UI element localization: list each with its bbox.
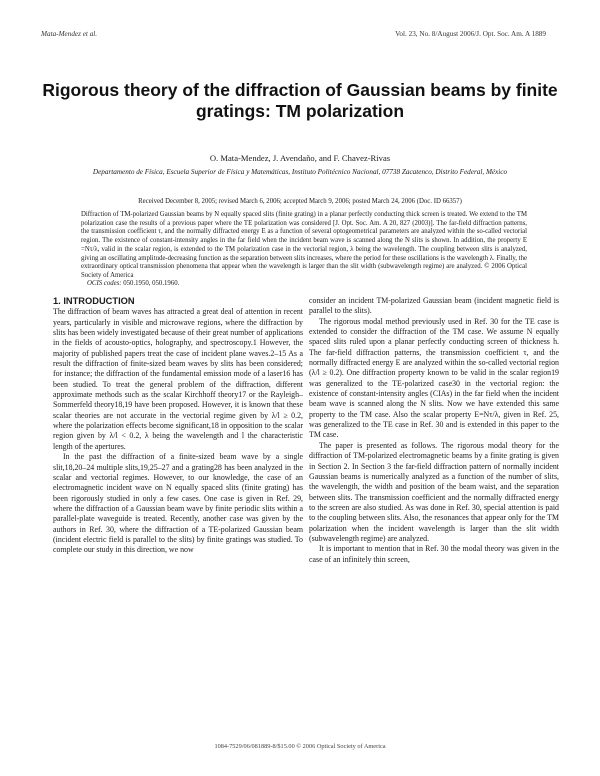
paragraph: The rigorous modal method previously used in Ref. 30 for the TE case is extended to consider the diffraction of the TM case. We assume N equally spaced slits ruled upon a planar perfectly conducting screen of thickness h. The far-field diffraction patterns, the transmission coefficient τ, and the normally diffracted energy E are analyzed within the so-called vectorial region (λ/l ≥ 0.2). One diffraction property known to be valid in the scalar region19 was generalized to the TE-polarized case30 in the vectorial region: the existence of constant-intensity angles (CIAs) in the far field when the incident beam wave is scanned along the N slits. Now we have extended this same property to the TM case. Also the scalar property E=Nτ/λ, given in Ref. 25, was generalized to the TE case in Ref. 30 and is extended in this paper to the TM case. — [309, 316, 559, 440]
paper-title: Rigorous theory of the diffraction of Gaussian beams by finite gratings: TM polarization — [42, 80, 558, 121]
left-column — [53, 296, 303, 556]
paragraph: The diffraction of beam waves has attracted a great deal of attention in recent years, particularly in visible and microwave regions, where the diffraction by slits has been widely investigated because of their great number of applications in the fields of acousto-optics, holography, and spectroscopy.1 However, the majority of published papers treat the case of incident plane waves.2–15 As a result the diffraction of finite-sized beam waves by slits has been considered; for instance; the diffraction of the fundamental emission mode of a laser16 has been studied. To treat the general problem of the diffraction, different approximate methods such as the scalar Kirchhoff theory17 or the Rayleigh–Sommerfeld theory18,19 have been proposed. However, it is known that these scalar theories are not accurate in the vectorial regime given by λ/l ≥ 0.2, where the polarization effects become significant,18 in opposition to the scalar region given by λ/l < 0.2, λ being the wavelength and l the characteristic length of the apertures. — [53, 307, 304, 451]
running-header-journal: Vol. 23, No. 8/August 2006/J. Opt. Soc. Am. A 1889 — [395, 30, 546, 38]
paragraph: In the past the diffraction of a finite-sized beam wave by a single slit,18,20–24 multiple slits,19,25–27 and a grating28 has been analyzed in the scalar and vectorial regimes. However, to our knowledge, the case of an electromagnetic incident wave on N equally spaced slits (finite grating) has been rigorously studied in only a few cases. One case is given in Ref. 29, where the diffraction of a Gaussian beam wave by finite periodic slits within a parallel-plate waveguide is treated. Recently, another case was given by the authors in Ref. 30, where the diffraction of a TE-polarized Gaussian beam (incident electric field is parallel to the slits) by finite gratings was studied. To complete our study in this direction, we now — [53, 452, 303, 555]
copyright-footer: 1084-7529/06/081889-8/$15.00 © 2006 Optical Society of America — [214, 743, 386, 750]
ocis-code-values: 050.1950, 050.1960. — [123, 280, 180, 287]
section-heading-introduction: 1. INTRODUCTION — [53, 296, 135, 306]
paragraph: The paper is presented as follows. The rigorous modal theory for the diffraction of TM-polarized electromagnetic beams by a finite grating is given in Section 2. In Section 3 the far-field diffraction pattern of normally incident Gaussian beams is numerically analyzed as a function of the number of slits, the wavelength, the width and position of the beam waist, and the separation between slits. The transmission coefficient and the normally diffracted energy to the screen are also studied. As was done in Ref. 30, special attention is paid to the coupling between slits. Also, the resonances that appear only for the TM polarization when the incident wavelength is larger than the slit width (subwavelength regime) are analyzed. — [309, 440, 559, 543]
paragraph: consider an incident TM-polarized Gaussian beam (incident magnetic field is parallel to the slits). — [309, 296, 559, 316]
running-header-authors: Mata-Mendez et al. — [41, 30, 98, 38]
abstract: Diffraction of TM-polarized Gaussian beams by N equally spaced slits (finite grating) in a planar perfectly conducting thick screen is treated. We extend to the TM polarization case the results of a previous paper where the TE polarization was considered [J. Opt. Soc. Am. A 20, 827 (2003)]. The far-field diffraction patterns, the transmission coefficient τ, and the normally diffracted energy E as a function of several optogeometrical parameters are analyzed within the so-called vectorial region. The existence of constant-intensity angles in the far field when the incident beam wave is scanned along the N slits is shown. In addition, the property E =Nτ/λ, valid in the scalar region, is extended to the TM polarization case in the vectorial region, λ being the wavelength. The coupling between slits is analyzed, giving an oscillating amplitude-decreasing function as the separation between slits increases, where the period for these oscillations is the wavelength λ. Finally, the extraordinary optical transmission phenomena that appear when the wavelength is larger than the slit width (subwavelength regime) are analyzed. © 2006 Optical Society of America — [81, 211, 527, 279]
author-list: O. Mata-Mendez, J. Avendaño, and F. Chavez-Rivas — [209, 153, 391, 163]
received-dates: Received December 8, 2005; revised March 6, 2006; accepted March 9, 2006; posted March 24, 2006 (Doc. ID 66357) — [138, 198, 462, 205]
ocis-codes — [87, 280, 179, 287]
ocis-label: OCIS codes: — [87, 280, 122, 287]
paragraph: It is important to mention that in Ref. 30 the modal theory was given in the case of an infinitely thin screen, — [309, 544, 559, 564]
affiliation: Departamento de Física, Escuela Superior de Física y Matemáticas, Instituto Politécnico Nacional, 07738 Zacatenco, Distrito Federal, México — [92, 168, 508, 176]
right-column — [309, 296, 559, 565]
